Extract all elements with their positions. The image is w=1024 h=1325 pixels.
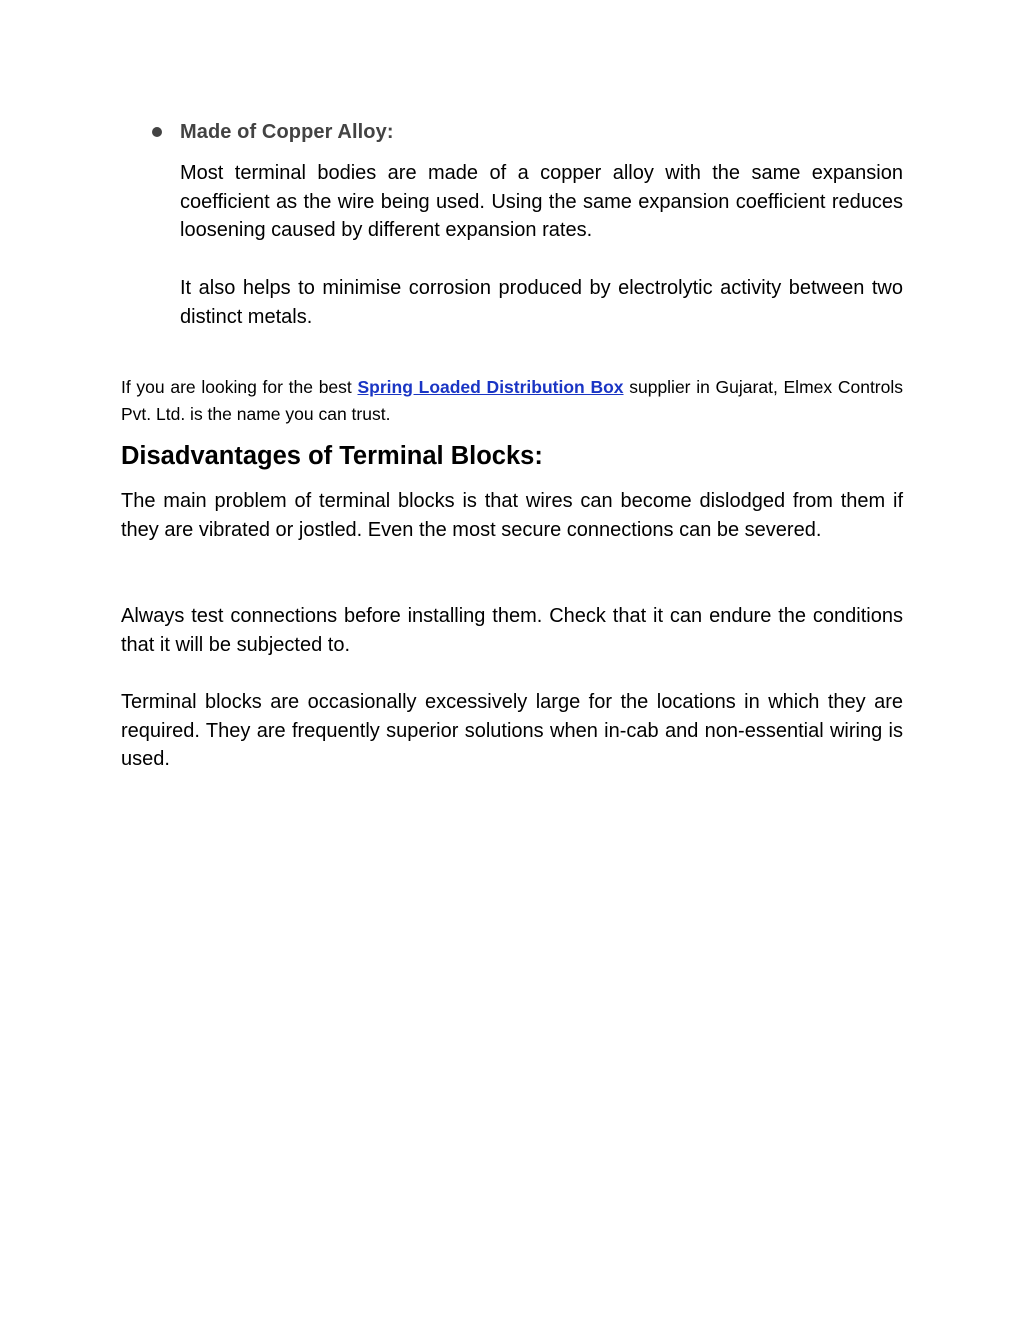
copper-alloy-bullet <box>121 118 903 332</box>
bullet-header <box>121 118 903 150</box>
body-paragraph: Terminal blocks are occasionally excessively large for the locations in which they are required. They are frequently superior solutions when in-cab and non-essential wiring is used. <box>121 691 903 771</box>
bullet-title: Made of Copper Alloy: <box>180 121 394 143</box>
section-heading: Disadvantages of Terminal Blocks: <box>121 442 543 470</box>
spring-loaded-distribution-box-link[interactable]: Spring Loaded Distribution Box <box>357 376 624 397</box>
bullet-paragraph: Most terminal bodies are made of a copper alloy with the same expansion coefficient as the wire being used. Using the same expansion coefficient reduces loosening caused by different expansion rates. <box>180 162 903 242</box>
callout-text-after: supplier in Gujarat, Elmex Controls Pvt. Ltd. is the name you can trust. <box>121 376 904 424</box>
callout-text-before: If you are looking for the best <box>121 376 358 397</box>
supplier-callout <box>121 374 903 428</box>
body-paragraph: Always test connections before installing them. Check that it can endure the conditions that it will be subjected to. <box>121 605 903 656</box>
bullet-dot-icon <box>152 127 162 137</box>
bullet-paragraph: It also helps to minimise corrosion produced by electrolytic activity between two distinct metals. <box>180 277 903 328</box>
body-paragraph: The main problem of terminal blocks is that wires can become dislodged from them if they are vibrated or jostled. Even the most secure connections can be severed. <box>121 490 903 541</box>
